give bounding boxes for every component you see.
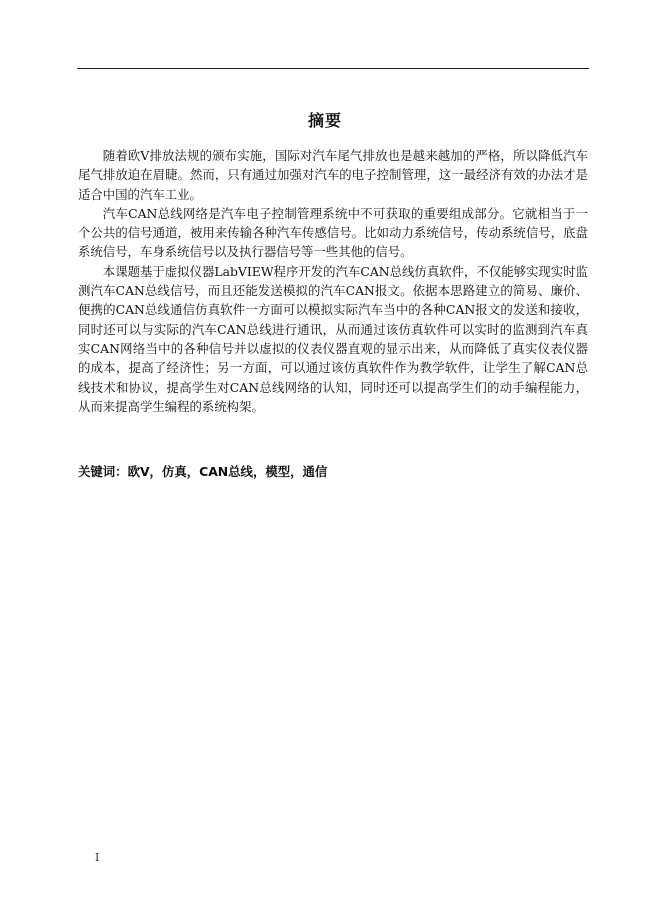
- abstract-paragraph-3: 本课题基于虚拟仪器LabVIEW程序开发的汽车CAN总线仿真软件，不仅能够实现实时监测汽车CAN总线信号，而且还能发送模拟的汽车CAN报文。依据本思路建立的简易、廉价、便携的CAN总线通信仿真软件一方面可以模拟实际汽车当中的各种CAN报文的发送和接收，同时还可以与实际的汽车CAN总线进行通讯，从而通过该仿真软件可以实时的监测到汽车真实CAN网络当中的各种信号并以虚拟的仪表仪器直观的显示出来，从而降低了真实仪表仪器的成本，提高了经济性；另一方面，可以通过该仿真软件作为教学软件，让学生了解CAN总线技术和协议，提高学生对CAN总线网络的认知，同时还可以提高学生们的动手编程能力，从而来提高学生编程的系统构架。: [78, 263, 588, 414]
- page-title: 摘要: [307, 111, 342, 130]
- header-rule: [77, 68, 589, 69]
- keywords-values: 欧Ⅴ，仿真，CAN总线，模型，通信: [127, 464, 328, 479]
- keywords-line: [78, 462, 588, 481]
- abstract-paragraph-2: 汽车CAN总线网络是汽车电子控制管理系统中不可获取的重要组成部分。它就相当于一个公共的信号通道，被用来传输各种汽车传感信号。比如动力系统信号，传动系统信号，底盘系统信号，车身系统信号以及执行器信号等一些其他的信号。: [78, 205, 588, 260]
- page-number: I: [95, 851, 100, 864]
- abstract-body: [78, 146, 588, 416]
- keywords-label: 关键词：: [78, 464, 128, 479]
- abstract-paragraph-1: 随着欧Ⅴ排放法规的颁布实施，国际对汽车尾气排放也是越来越加的严格，所以降低汽车尾气排放迫在眉睫。然而，只有通过加强对汽车的电子控制管理，这一最经济有效的办法才是适合中国的汽车工业。: [78, 148, 588, 202]
